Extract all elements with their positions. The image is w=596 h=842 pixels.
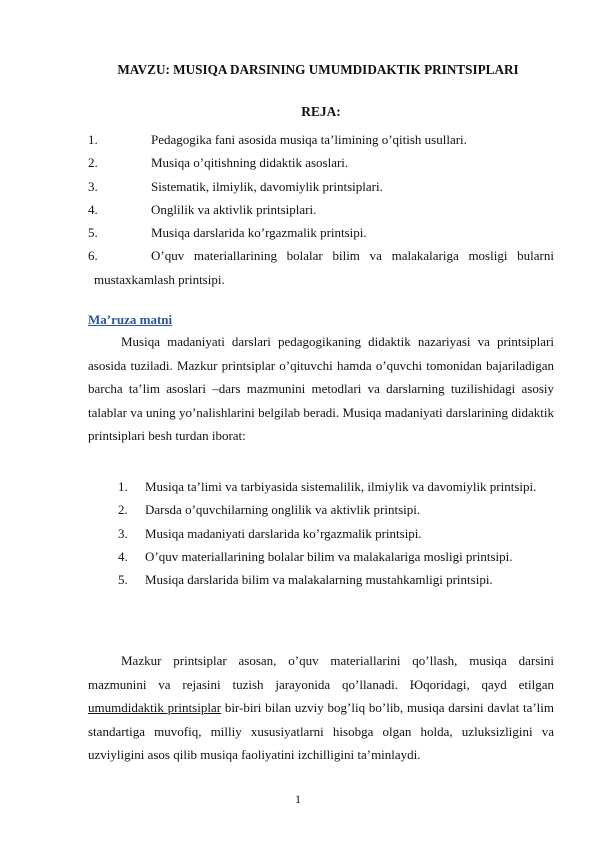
list-item-number: 1. [118,479,128,494]
plan-item-continuation: mustaxkamlash printsipi. [94,271,225,287]
plan-item-number: 2. [88,155,98,171]
list-item [118,522,554,545]
plan-list [88,128,554,291]
list-item-number: 3. [118,525,128,541]
underlined-term: umumdidaktik printsiplar [88,700,222,716]
plan-item [88,244,554,291]
page-title: MAVZU: MUSIQA DARSINING UMUMDIDAKTIK PRINTSIPLARI [117,62,519,77]
plan-item-text: Onglilik va aktivlik printsiplari. [151,201,317,217]
page-number: 1 [295,792,301,806]
plan-item [88,221,554,244]
section-heading: Ma’ruza matni [88,312,173,327]
list-item-text: Musiqa madaniyati darslarida ko’rgazmalik printsipi. [145,525,422,541]
plan-item-text: O’quv materiallarining bolalar bilim va malakalariga mosligi bularni [151,248,554,264]
closing-paragraph-text: Mazkur printsiplar asosan, o’quv materiallarini qo’llash, musiqa darsini mazmunini va rejasini tuzish jarayonida qo’llanadi. Юqoridagi, qayd etilgan [88,653,554,692]
list-item [118,498,554,521]
plan-item-number: 1. [88,132,98,147]
list-item-text: Musiqa ta’limi va tarbiyasida sistemalilik, ilmiylik va davomiylik printsipi. [145,479,537,494]
plan-item [88,198,554,221]
plan-item-text: Sistematik, ilmiylik, davomiylik printsiplari. [151,178,383,194]
list-item-number: 4. [118,548,128,564]
plan-item-number: 4. [88,201,98,217]
list-item-number: 5. [118,572,128,588]
principles-list [118,475,554,591]
closing-paragraph-text: bir-biri bilan uzviy bog’liq bo’lib, musiqa darsini davlat ta’lim standartiga muvofiq, milliy xususiyatlarni hisobga olgan holda, uzluksizligini va uzviyligini asos qilib musiqa faoliyatini izchilligini ta’minlaydi. [88,700,555,763]
list-item-text: Musiqa darslarida bilim va malakalarning mustahkamligi printsipi. [145,572,493,588]
plan-item-text: Musiqa o’qitishning didaktik asoslari. [151,155,349,171]
plan-item-number: 6. [88,248,98,264]
plan-item [88,175,554,198]
plan-item-text: Pedagogika fani asosida musiqa ta’limining o’qitish usullari. [151,132,467,147]
plan-item [88,128,554,151]
list-item [118,545,554,568]
list-item [118,475,554,498]
plan-item-number: 3. [88,178,98,194]
plan-heading: REJA: [301,104,341,119]
list-item-text: O’quv materiallarining bolalar bilim va malakalariga mosligi printsipi. [145,548,513,564]
list-item-text: Darsda o’quvchilarning onglilik va aktivlik printsipi. [145,502,421,518]
closing-paragraph [88,649,554,767]
list-item-number: 2. [118,502,128,518]
list-item [118,568,554,591]
intro-paragraph: Musiqa madaniyati darslari pedagogikaning didaktik nazariyasi va printsiplari asosida tuziladi. Mazkur printsiplar o’qituvchi hamda o’quvchi tomonidan bajariladigan barcha ta’lim asoslari –dars mazmunini metodlari va darslarning tuzilishidagi asosiy talablar va uning yo’nalishlarini belgilab beradi. Musiqa madaniyati darslarining didaktik printsiplari besh turdan iborat: [88,334,554,444]
plan-item-number: 5. [88,225,98,241]
plan-item-text: Musiqa darslarida ko’rgazmalik printsipi. [151,225,367,241]
plan-item [88,151,554,174]
